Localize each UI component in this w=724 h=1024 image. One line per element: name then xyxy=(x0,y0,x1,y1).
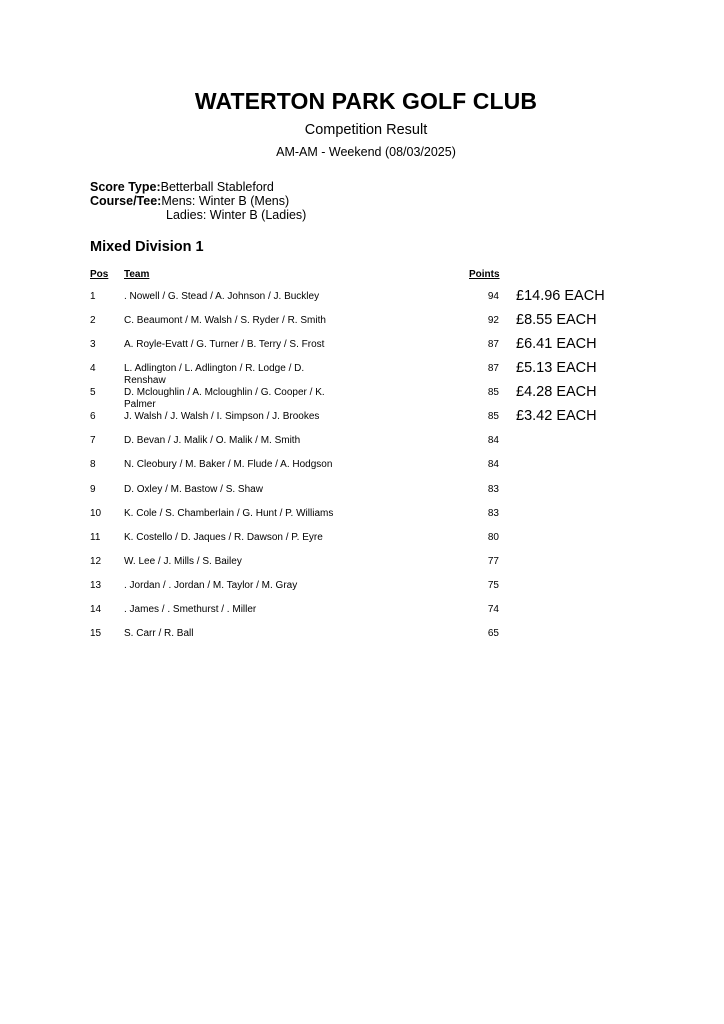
row-team: D. Mcloughlin / A. Mcloughlin / G. Cooper / K. Palmer xyxy=(124,387,325,410)
column-header-points: Points xyxy=(469,269,500,280)
row-team: . Nowell / G. Stead / A. Johnson / J. Buckley xyxy=(124,291,320,302)
row-pos: 2 xyxy=(90,315,96,326)
row-pos: 5 xyxy=(90,387,96,398)
course-tee-ladies: Ladies: Winter B (Ladies) xyxy=(166,208,307,222)
row-points: 85 xyxy=(487,387,499,398)
division-title: Mixed Division 1 xyxy=(90,239,204,255)
row-points: 75 xyxy=(487,580,499,591)
row-prize: £4.28 EACH xyxy=(516,384,597,400)
row-team: N. Cleobury / M. Baker / M. Flude / A. Hodgson xyxy=(124,459,333,470)
row-prize: £8.55 EACH xyxy=(516,312,597,328)
row-team: A. Royle-Evatt / G. Turner / B. Terry / S. Frost xyxy=(124,339,325,350)
row-prize: £14.96 EACH xyxy=(516,288,605,304)
row-pos: 4 xyxy=(90,363,96,374)
score-type-line xyxy=(90,180,274,194)
course-tee-ladies-line xyxy=(166,208,306,222)
row-team: K. Cole / S. Chamberlain / G. Hunt / P. Williams xyxy=(124,508,334,519)
row-prize: £6.41 EACH xyxy=(516,336,597,352)
row-team: . James / . Smethurst / . Miller xyxy=(124,604,257,615)
row-points: 80 xyxy=(487,532,499,543)
course-tee-line xyxy=(90,194,289,208)
row-points: 83 xyxy=(487,484,499,495)
row-points: 83 xyxy=(487,508,499,519)
club-title: WATERTON PARK GOLF CLUB xyxy=(194,88,538,114)
row-team: W. Lee / J. Mills / S. Bailey xyxy=(124,556,242,567)
row-pos: 7 xyxy=(90,435,96,446)
row-pos: 1 xyxy=(90,291,96,302)
row-points: 87 xyxy=(487,363,499,374)
row-pos: 6 xyxy=(90,411,96,422)
course-tee-mens: Mens: Winter B (Mens) xyxy=(161,194,290,208)
row-team: D. Oxley / M. Bastow / S. Shaw xyxy=(124,484,263,495)
row-pos: 13 xyxy=(90,580,102,591)
row-team: J. Walsh / J. Walsh / I. Simpson / J. Brookes xyxy=(124,411,320,422)
row-points: 74 xyxy=(487,604,499,615)
row-prize: £3.42 EACH xyxy=(516,408,597,424)
row-team: C. Beaumont / M. Walsh / S. Ryder / R. Smith xyxy=(124,315,326,326)
row-team: S. Carr / R. Ball xyxy=(124,628,194,639)
column-header-team: Team xyxy=(124,269,150,280)
row-prize: £5.13 EACH xyxy=(516,360,597,376)
row-points: 87 xyxy=(487,339,499,350)
row-points: 92 xyxy=(487,315,499,326)
row-pos: 10 xyxy=(90,508,102,519)
score-type-value: Betterball Stableford xyxy=(160,180,274,194)
column-header-pos: Pos xyxy=(90,269,109,280)
row-team: D. Bevan / J. Malik / O. Malik / M. Smith xyxy=(124,435,301,446)
row-points: 65 xyxy=(487,628,499,639)
row-pos: 3 xyxy=(90,339,96,350)
row-pos: 14 xyxy=(90,604,102,615)
report-subtitle: Competition Result xyxy=(304,122,428,138)
row-pos: 12 xyxy=(90,556,102,567)
row-pos: 8 xyxy=(90,459,96,470)
row-team: L. Adlington / L. Adlington / R. Lodge / D. Renshaw xyxy=(124,363,305,386)
row-team: K. Costello / D. Jaques / R. Dawson / P. Eyre xyxy=(124,532,323,543)
row-points: 84 xyxy=(487,459,499,470)
row-points: 85 xyxy=(487,411,499,422)
row-points: 84 xyxy=(487,435,499,446)
row-pos: 11 xyxy=(90,532,101,543)
row-points: 94 xyxy=(487,291,499,302)
row-pos: 9 xyxy=(90,484,96,495)
row-pos: 15 xyxy=(90,628,102,639)
row-points: 77 xyxy=(487,556,499,567)
course-tee-label: Course/Tee: xyxy=(90,194,162,208)
row-team: . Jordan / . Jordan / M. Taylor / M. Gray xyxy=(124,580,298,591)
score-type-label: Score Type: xyxy=(90,180,161,194)
competition-name: AM-AM - Weekend (08/03/2025) xyxy=(276,145,456,159)
